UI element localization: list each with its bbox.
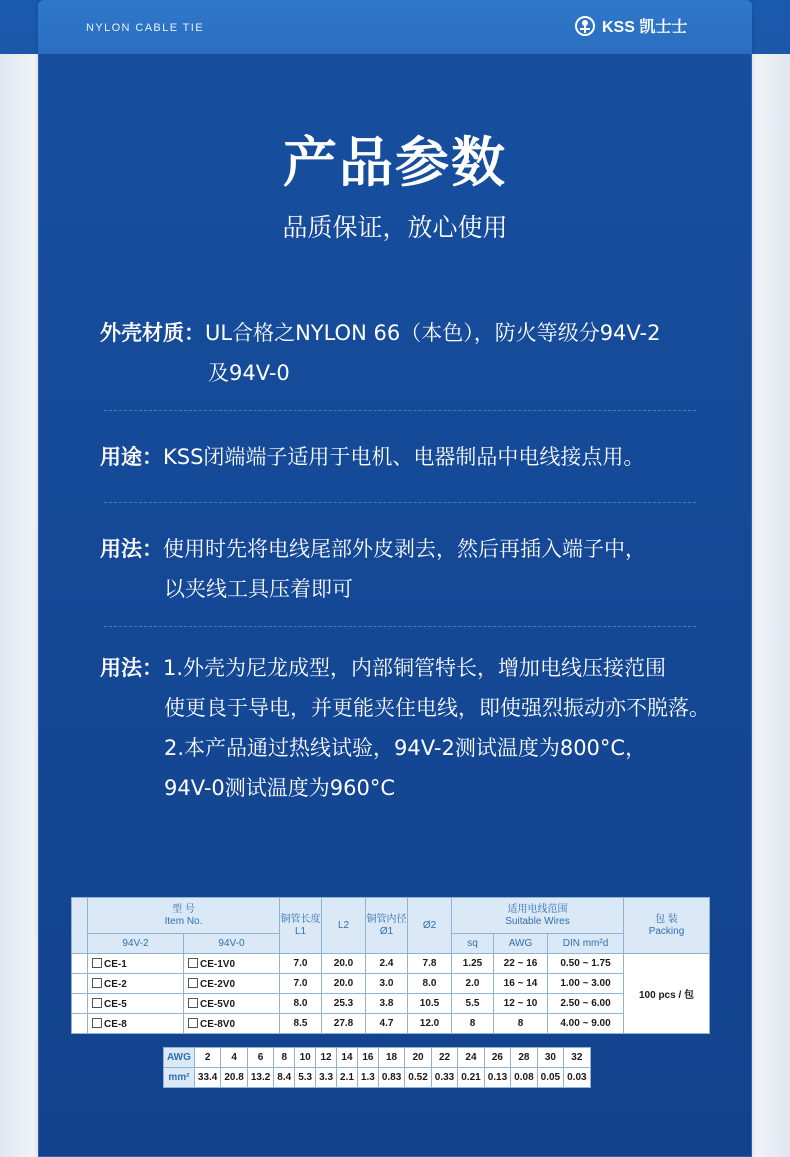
mm2-cell: 0.83 (378, 1068, 404, 1088)
brand-logo (574, 14, 687, 37)
awg-cell: 6 (247, 1048, 273, 1068)
section-method (100, 529, 646, 609)
awg-cell: 16 (357, 1048, 378, 1068)
spec-header-l1 (280, 898, 322, 954)
awg-cell: 18 (378, 1048, 404, 1068)
cell-d1: 4.7 (366, 1014, 408, 1034)
mm2-cell: 33.4 (194, 1068, 220, 1088)
spec-sub-94v0: 94V-0 (184, 934, 280, 954)
mm2-cell: 1.3 (357, 1068, 378, 1088)
header-en: Packing (648, 925, 685, 937)
awg-table (163, 1047, 591, 1088)
brand-mark-icon (574, 15, 596, 37)
section-key: 用法： (100, 656, 163, 680)
section-material (100, 313, 661, 393)
item-code: CE-5V0 (200, 998, 236, 1010)
table-row (72, 994, 710, 1014)
cell-d1: 3.0 (366, 974, 408, 994)
row-marker (72, 994, 88, 1014)
item-94v0 (184, 954, 280, 974)
awg-cell: 4 (221, 1048, 247, 1068)
checkbox-icon (92, 998, 102, 1008)
divider (104, 626, 696, 627)
checkbox-icon (188, 1018, 198, 1028)
awg-cell: 20 (405, 1048, 431, 1068)
cell-din: 4.00 ~ 9.00 (548, 1014, 624, 1034)
cell-l1: 8.5 (280, 1014, 322, 1034)
mm2-cell: 3.3 (316, 1068, 337, 1088)
section-line: 以夹线工具压着即可 (164, 577, 353, 601)
row-marker (72, 974, 88, 994)
spec-sub-awg: AWG (494, 934, 548, 954)
item-code: CE-8 (104, 1018, 127, 1030)
cell-l2: 20.0 (322, 954, 366, 974)
header-en: Ø1 (379, 925, 394, 937)
section-line: 使更良于导电，并更能夹住电线，即使强烈振动亦不脱落。 (164, 696, 710, 720)
section-line: 及94V-0 (208, 361, 290, 385)
cell-din: 1.00 ~ 3.00 (548, 974, 624, 994)
mm2-cell: 0.21 (458, 1068, 484, 1088)
awg-cell: 32 (564, 1048, 590, 1068)
item-94v2 (88, 974, 184, 994)
awg-cell: 30 (537, 1048, 563, 1068)
row-marker (72, 1014, 88, 1034)
item-code: CE-1V0 (200, 958, 236, 970)
checkbox-icon (188, 998, 198, 1008)
awg-cell: 26 (484, 1048, 510, 1068)
mm2-cell: 0.08 (511, 1068, 537, 1088)
section-line: 1.外壳为尼龙成型，内部铜管特长，增加电线压接范围 (163, 656, 667, 680)
item-code: CE-8V0 (200, 1018, 236, 1030)
spec-header-d1 (366, 898, 408, 954)
cell-awg: 12 ~ 10 (494, 994, 548, 1014)
cell-awg: 8 (494, 1014, 548, 1034)
item-94v2 (88, 1014, 184, 1034)
awg-cell: 22 (431, 1048, 457, 1068)
section-line: 2.本产品通过热线试验，94V-2测试温度为800°C， (164, 736, 647, 760)
cell-l2: 25.3 (322, 994, 366, 1014)
section-line: UL合格之NYLON 66（本色），防火等级分94V-2 (205, 321, 661, 345)
cell-awg: 22 ~ 16 (494, 954, 548, 974)
header-en: L1 (294, 925, 307, 937)
section-usage (100, 437, 644, 477)
cell-l1: 7.0 (280, 974, 322, 994)
spec-corner (72, 898, 88, 954)
table-row (72, 1014, 710, 1034)
cell-l1: 7.0 (280, 954, 322, 974)
header-cn: 适用电线范围 (507, 903, 568, 915)
section-line: 使用时先将电线尾部外皮剥去，然后再插入端子中， (163, 537, 646, 561)
cell-sq: 1.25 (452, 954, 494, 974)
header-en: Suitable Wires (505, 915, 570, 927)
cell-l2: 20.0 (322, 974, 366, 994)
divider (104, 502, 696, 503)
cell-d2: 10.5 (408, 994, 452, 1014)
item-code: CE-2V0 (200, 978, 236, 990)
awg-cell: 28 (511, 1048, 537, 1068)
item-code: CE-2 (104, 978, 127, 990)
header-cn: 铜管长度 (280, 913, 321, 925)
mm2-cell: 13.2 (247, 1068, 273, 1088)
mm2-cell: 0.03 (564, 1068, 590, 1088)
awg-cell: 12 (316, 1048, 337, 1068)
cell-d1: 3.8 (366, 994, 408, 1014)
cell-sq: 8 (452, 1014, 494, 1034)
spec-header-wires (452, 898, 624, 934)
cell-awg: 16 ~ 14 (494, 974, 548, 994)
section-key: 用法： (100, 537, 163, 561)
awg-row (164, 1048, 591, 1068)
item-94v0 (184, 994, 280, 1014)
header-cn: 铜管内径 (366, 913, 407, 925)
section-features (100, 648, 710, 808)
cell-sq: 5.5 (452, 994, 494, 1014)
cell-din: 2.50 ~ 6.00 (548, 994, 624, 1014)
mm2-cell: 0.05 (537, 1068, 563, 1088)
mm2-row (164, 1068, 591, 1088)
spec-header-item-no (88, 898, 280, 934)
item-code: CE-5 (104, 998, 127, 1010)
item-94v2 (88, 954, 184, 974)
mm2-cell: 5.3 (295, 1068, 316, 1088)
cell-d2: 12.0 (408, 1014, 452, 1034)
spec-table (71, 897, 710, 1034)
spec-header-packing (624, 898, 710, 954)
mm2-cell: 2.1 (337, 1068, 358, 1088)
table-row (72, 954, 710, 974)
awg-cell: 24 (458, 1048, 484, 1068)
page-subtitle: 品质保证，放心使用 (282, 213, 508, 242)
table-row (72, 974, 710, 994)
cell-d2: 8.0 (408, 974, 452, 994)
item-code: CE-1 (104, 958, 127, 970)
page-title: 产品参数 (283, 131, 507, 194)
awg-cell: 10 (295, 1048, 316, 1068)
mm2-cell: 0.52 (405, 1068, 431, 1088)
item-94v0 (184, 1014, 280, 1034)
checkbox-icon (92, 958, 102, 968)
cell-packing: 100 pcs / 包 (624, 954, 710, 1034)
cell-l1: 8.0 (280, 994, 322, 1014)
checkbox-icon (188, 978, 198, 988)
awg-label: AWG (164, 1048, 195, 1068)
mm2-cell: 0.13 (484, 1068, 510, 1088)
spec-header-l2: L2 (322, 898, 366, 954)
header-left-text: NYLON CABLE TIE (86, 22, 204, 34)
cell-d2: 7.8 (408, 954, 452, 974)
header-cn: 型 号 (172, 903, 195, 915)
mm2-cell: 20.8 (221, 1068, 247, 1088)
divider (104, 410, 696, 411)
item-94v2 (88, 994, 184, 1014)
header-cn: 包 装 (655, 913, 678, 925)
header-en: Item No. (164, 915, 203, 927)
checkbox-icon (188, 958, 198, 968)
section-line: KSS闭端端子适用于电机、电器制品中电线接点用。 (163, 445, 645, 469)
section-line: 94V-0测试温度为960°C (164, 776, 396, 800)
cell-sq: 2.0 (452, 974, 494, 994)
checkbox-icon (92, 978, 102, 988)
mm2-cell: 8.4 (274, 1068, 295, 1088)
cell-din: 0.50 ~ 1.75 (548, 954, 624, 974)
section-key: 外壳材质： (100, 321, 205, 345)
mm2-label: mm² (164, 1068, 195, 1088)
section-key: 用途： (100, 445, 163, 469)
checkbox-icon (92, 1018, 102, 1028)
item-94v0 (184, 974, 280, 994)
spec-header-d2: Ø2 (408, 898, 452, 954)
spec-sub-din: DIN mm²d (548, 934, 624, 954)
awg-cell: 2 (194, 1048, 220, 1068)
row-marker (72, 954, 88, 974)
spec-sub-sq: sq (452, 934, 494, 954)
mm2-cell: 0.33 (431, 1068, 457, 1088)
cell-l2: 27.8 (322, 1014, 366, 1034)
brand-name: KSS 凯士士 (602, 19, 688, 36)
awg-cell: 8 (274, 1048, 295, 1068)
awg-cell: 14 (337, 1048, 358, 1068)
spec-sub-94v2: 94V-2 (88, 934, 184, 954)
cell-d1: 2.4 (366, 954, 408, 974)
